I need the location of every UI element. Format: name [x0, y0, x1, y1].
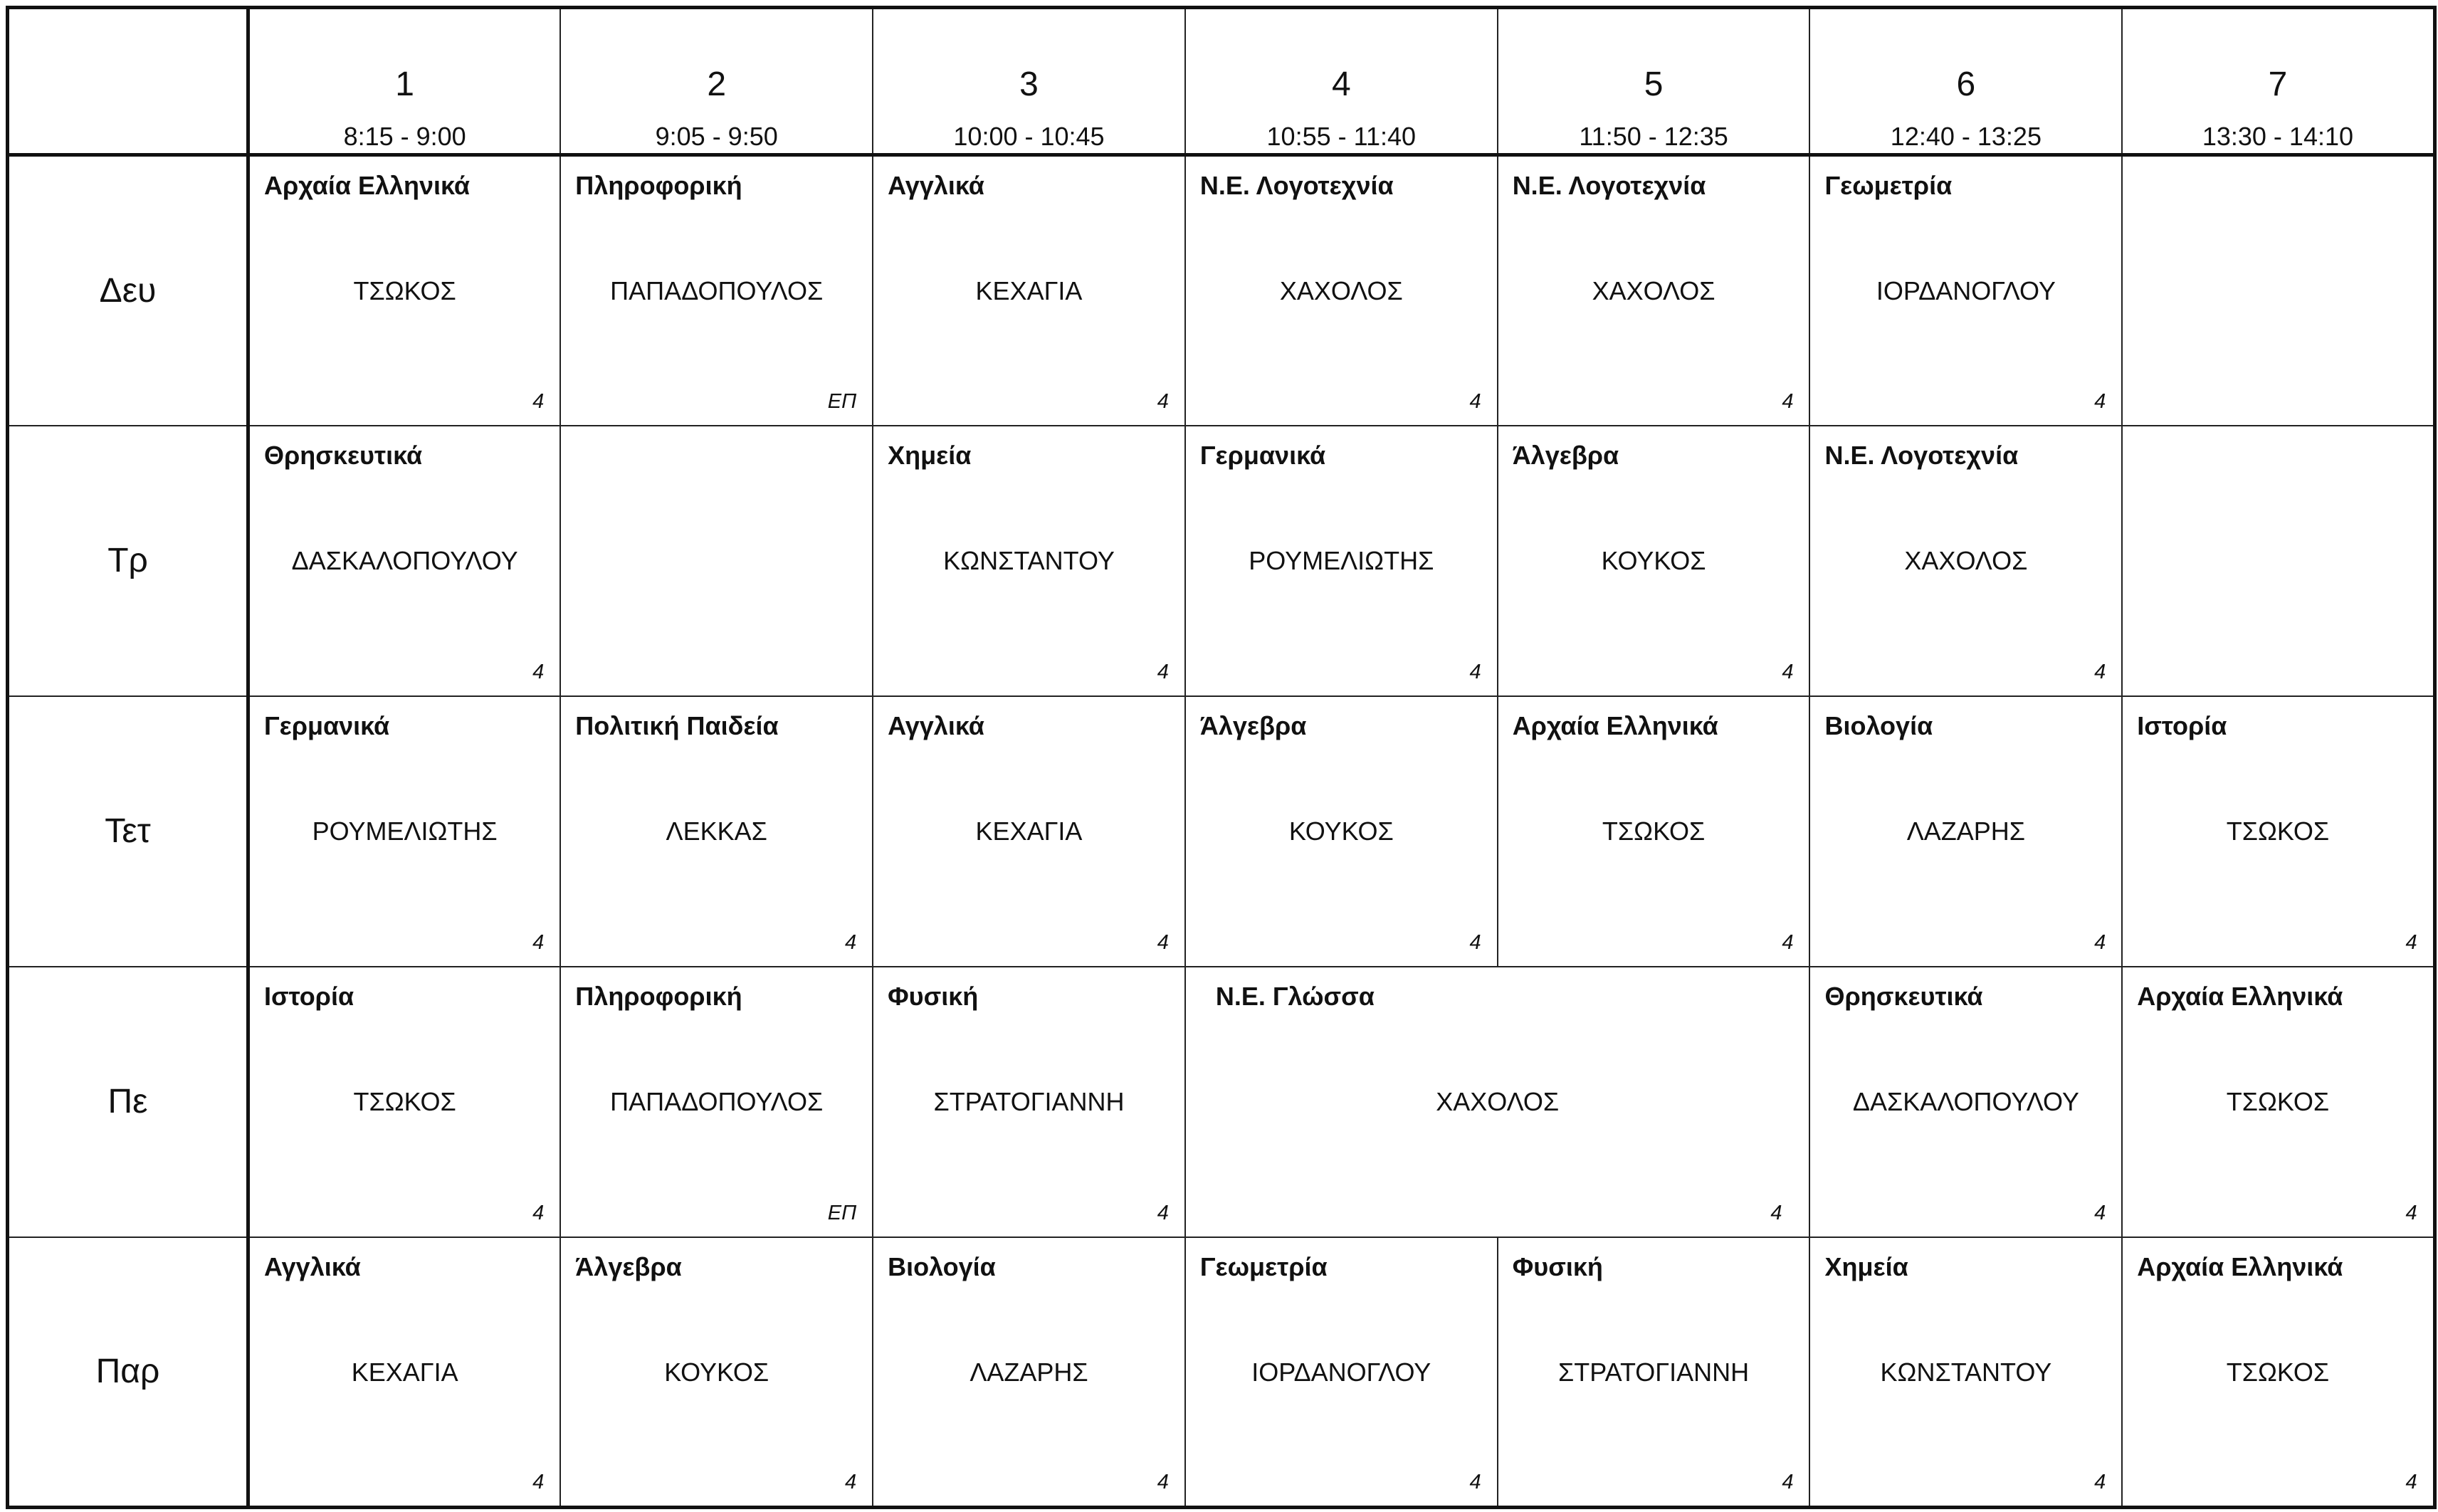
period-number: 1 — [395, 65, 414, 103]
period-time: 10:00 - 10:45 — [953, 122, 1105, 151]
lesson-subject: Αρχαία Ελληνικά — [2137, 981, 2343, 1011]
lesson-subject: Ν.Ε. Λογοτεχνία — [1199, 171, 1394, 200]
lesson-room: 4 — [2405, 1201, 2417, 1224]
period-time: 10:55 - 11:40 — [1266, 122, 1417, 151]
lesson-teacher: ΤΣΩΚΟΣ — [2226, 1357, 2330, 1387]
lesson-teacher: ΛΑΖΑΡΗΣ — [970, 1357, 1088, 1387]
lesson-cell — [1498, 696, 1810, 967]
lesson-cell — [1185, 967, 1810, 1237]
period-time: 9:05 - 9:50 — [655, 122, 778, 151]
lesson-teacher: ΤΣΩΚΟΣ — [353, 276, 456, 305]
lesson-subject: Άλγεβρα — [1512, 440, 1619, 470]
lesson-room: ΕΠ — [827, 1201, 857, 1224]
lesson-subject: Χημεία — [1824, 1251, 1908, 1281]
lesson-cell — [2122, 696, 2434, 967]
period-header-1 — [248, 8, 561, 155]
lesson-teacher: ΚΟΥΚΟΣ — [1288, 816, 1394, 846]
lesson-room: 4 — [1469, 660, 1481, 683]
period-header-3 — [873, 8, 1185, 155]
lesson-cell — [1498, 426, 1810, 696]
lesson-cell — [873, 155, 1185, 426]
lesson-cell — [248, 426, 561, 696]
lesson-teacher: ΧΑΧΟΛΟΣ — [1279, 276, 1403, 305]
lesson-room: 4 — [2094, 660, 2106, 683]
lesson-room: 4 — [1782, 930, 1794, 954]
lesson-room: 4 — [1782, 1471, 1794, 1493]
lesson-room: 4 — [1157, 389, 1169, 413]
lesson-room: 4 — [1469, 389, 1481, 413]
timetable — [6, 6, 2437, 1509]
period-time: 12:40 - 13:25 — [1890, 122, 2042, 151]
day-row — [8, 967, 2435, 1237]
lesson-teacher: ΧΑΧΟΛΟΣ — [1904, 545, 2028, 575]
lesson-cell — [873, 1237, 1185, 1508]
lesson-subject: Βιολογία — [888, 1251, 996, 1281]
lesson-room: 4 — [1782, 660, 1794, 683]
lesson-cell — [1498, 1237, 1810, 1508]
lesson-room: 4 — [2094, 389, 2106, 413]
empty-lesson-cell — [2122, 155, 2434, 426]
lesson-teacher: ΚΩΝΣΤΑΝΤΟΥ — [1880, 1357, 2052, 1387]
lesson-teacher: ΚΟΥΚΟΣ — [664, 1357, 769, 1387]
lesson-teacher: ΚΟΥΚΟΣ — [1601, 545, 1706, 575]
period-number: 5 — [1644, 65, 1664, 103]
lesson-subject: Πληροφορική — [575, 981, 742, 1011]
lesson-cell — [1809, 1237, 2122, 1508]
lesson-cell — [1185, 696, 1498, 967]
lesson-teacher: ΤΣΩΚΟΣ — [2226, 816, 2330, 846]
lesson-subject: Αγγλικά — [888, 171, 984, 200]
lesson-subject: Γερμανικά — [1199, 440, 1326, 470]
timetable-body — [8, 155, 2435, 1508]
lesson-teacher: ΔΑΣΚΑΛΟΠΟΥΛΟΥ — [291, 545, 518, 575]
lesson-room: 4 — [1469, 930, 1481, 954]
day-label: Τρ — [8, 426, 248, 696]
lesson-cell — [873, 696, 1185, 967]
period-header-7 — [2122, 8, 2434, 155]
lesson-subject: Άλγεβρα — [1199, 710, 1307, 740]
period-number: 2 — [707, 65, 727, 103]
day-row — [8, 155, 2435, 426]
lesson-subject: Ν.Ε. Λογοτεχνία — [1512, 171, 1706, 200]
day-label: Τετ — [8, 696, 248, 967]
lesson-room: 4 — [532, 660, 545, 683]
lesson-teacher: ΙΟΡΔΑΝΟΓΛΟΥ — [1876, 276, 2056, 305]
lesson-subject: Ιστορία — [264, 981, 354, 1011]
lesson-teacher: ΚΕΧΑΓΙΑ — [351, 1357, 458, 1387]
lesson-cell — [1185, 1237, 1498, 1508]
lesson-room: 4 — [1157, 660, 1169, 683]
lesson-subject: Γερμανικά — [264, 710, 390, 740]
lesson-teacher: ΧΑΧΟΛΟΣ — [1592, 276, 1715, 305]
lesson-teacher: ΛΑΖΑΡΗΣ — [1906, 816, 2026, 846]
lesson-room: 4 — [1157, 930, 1169, 954]
lesson-teacher: ΡΟΥΜΕΛΙΩΤΗΣ — [1249, 545, 1434, 575]
lesson-teacher: ΚΕΧΑΓΙΑ — [975, 816, 1083, 846]
lesson-subject: Θρησκευτικά — [264, 440, 423, 470]
lesson-cell — [560, 967, 873, 1237]
lesson-cell — [2122, 967, 2434, 1237]
period-header-row — [8, 8, 2435, 155]
lesson-room: 4 — [532, 1471, 545, 1493]
lesson-room: 4 — [2094, 1201, 2106, 1224]
lesson-room: 4 — [532, 389, 545, 413]
lesson-teacher: ΣΤΡΑΤΟΓΙΑΝΝΗ — [933, 1086, 1125, 1116]
lesson-teacher: ΠΑΠΑΔΟΠΟΥΛΟΣ — [610, 276, 824, 305]
lesson-room: 4 — [2094, 1471, 2106, 1493]
lesson-cell — [873, 426, 1185, 696]
period-header-4 — [1185, 8, 1498, 155]
day-row — [8, 1237, 2435, 1508]
lesson-subject: Αρχαία Ελληνικά — [2137, 1251, 2343, 1281]
lesson-subject: Γεωμετρία — [1199, 1251, 1328, 1281]
lesson-teacher: ΚΩΝΣΤΑΝΤΟΥ — [943, 545, 1115, 575]
lesson-subject: Αγγλικά — [264, 1251, 361, 1281]
lesson-subject: Φυσική — [1512, 1251, 1603, 1281]
lesson-cell — [1498, 155, 1810, 426]
lesson-teacher: ΤΣΩΚΟΣ — [353, 1086, 456, 1116]
lesson-teacher: ΚΕΧΑΓΙΑ — [975, 276, 1083, 305]
corner-cell — [8, 8, 248, 155]
lesson-cell — [1185, 426, 1498, 696]
lesson-subject: Ν.Ε. Λογοτεχνία — [1824, 440, 2019, 470]
empty-lesson-cell — [2122, 426, 2434, 696]
lesson-room: ΕΠ — [827, 389, 857, 413]
lesson-subject: Χημεία — [888, 440, 972, 470]
day-label: Δευ — [8, 155, 248, 426]
lesson-subject: Ιστορία — [2137, 710, 2227, 740]
lesson-subject: Πληροφορική — [575, 171, 742, 200]
lesson-room: 4 — [2405, 1471, 2417, 1493]
period-number: 6 — [1956, 65, 1976, 103]
period-time: 11:50 - 12:35 — [1579, 122, 1728, 151]
lesson-cell — [248, 155, 561, 426]
empty-lesson-cell — [560, 426, 873, 696]
lesson-subject: Γεωμετρία — [1824, 171, 1953, 200]
lesson-cell — [1809, 426, 2122, 696]
period-number: 7 — [2268, 65, 2288, 103]
lesson-teacher: ΔΑΣΚΑΛΟΠΟΥΛΟΥ — [1852, 1086, 2079, 1116]
lesson-subject: Άλγεβρα — [575, 1251, 682, 1281]
period-header-2 — [560, 8, 873, 155]
lesson-cell — [1185, 155, 1498, 426]
day-row — [8, 696, 2435, 967]
lesson-cell — [1809, 967, 2122, 1237]
lesson-cell — [1809, 696, 2122, 967]
lesson-room: 4 — [532, 1201, 545, 1224]
lesson-cell — [2122, 1237, 2434, 1508]
lesson-subject: Φυσική — [888, 981, 979, 1011]
lesson-room: 4 — [844, 1471, 857, 1493]
period-header-6 — [1809, 8, 2122, 155]
lesson-subject: Ν.Ε. Γλώσσα — [1215, 981, 1375, 1011]
lesson-teacher: ΡΟΥΜΕΛΙΩΤΗΣ — [312, 816, 498, 846]
day-row — [8, 426, 2435, 696]
lesson-room: 4 — [1157, 1201, 1169, 1224]
lesson-cell — [1809, 155, 2122, 426]
lesson-cell — [248, 696, 561, 967]
lesson-subject: Βιολογία — [1824, 710, 1933, 740]
lesson-teacher: ΣΤΡΑΤΟΓΙΑΝΝΗ — [1558, 1357, 1750, 1387]
lesson-teacher: ΙΟΡΔΑΝΟΓΛΟΥ — [1251, 1357, 1431, 1387]
period-time: 8:15 - 9:00 — [343, 122, 466, 151]
lesson-room: 4 — [1469, 1471, 1481, 1493]
lesson-cell — [873, 967, 1185, 1237]
lesson-cell — [248, 967, 561, 1237]
lesson-cell — [560, 155, 873, 426]
lesson-cell — [560, 696, 873, 967]
lesson-teacher: ΤΣΩΚΟΣ — [2226, 1086, 2330, 1116]
lesson-room: 4 — [844, 930, 857, 954]
day-label: Πε — [8, 967, 248, 1237]
lesson-room: 4 — [1770, 1201, 1782, 1224]
lesson-subject: Πολιτική Παιδεία — [575, 710, 779, 740]
lesson-cell — [560, 1237, 873, 1508]
lesson-room: 4 — [1157, 1471, 1169, 1493]
period-header-5 — [1498, 8, 1810, 155]
lesson-room: 4 — [2094, 930, 2106, 954]
period-time: 13:30 - 14:10 — [2202, 122, 2354, 151]
lesson-subject: Αρχαία Ελληνικά — [264, 171, 471, 200]
period-number: 4 — [1331, 65, 1351, 103]
lesson-subject: Θρησκευτικά — [1824, 981, 1983, 1011]
lesson-teacher: ΛΕΚΚΑΣ — [666, 816, 767, 846]
lesson-room: 4 — [1782, 389, 1794, 413]
lesson-room: 4 — [532, 930, 545, 954]
lesson-teacher: ΤΣΩΚΟΣ — [1602, 816, 1706, 846]
lesson-teacher: ΠΑΠΑΔΟΠΟΥΛΟΣ — [610, 1086, 824, 1116]
day-label: Παρ — [8, 1237, 248, 1508]
period-number: 3 — [1019, 65, 1039, 103]
lesson-room: 4 — [2405, 930, 2417, 954]
lesson-teacher: ΧΑΧΟΛΟΣ — [1436, 1086, 1560, 1116]
lesson-subject: Αρχαία Ελληνικά — [1512, 710, 1718, 740]
lesson-subject: Αγγλικά — [888, 710, 984, 740]
lesson-cell — [248, 1237, 561, 1508]
